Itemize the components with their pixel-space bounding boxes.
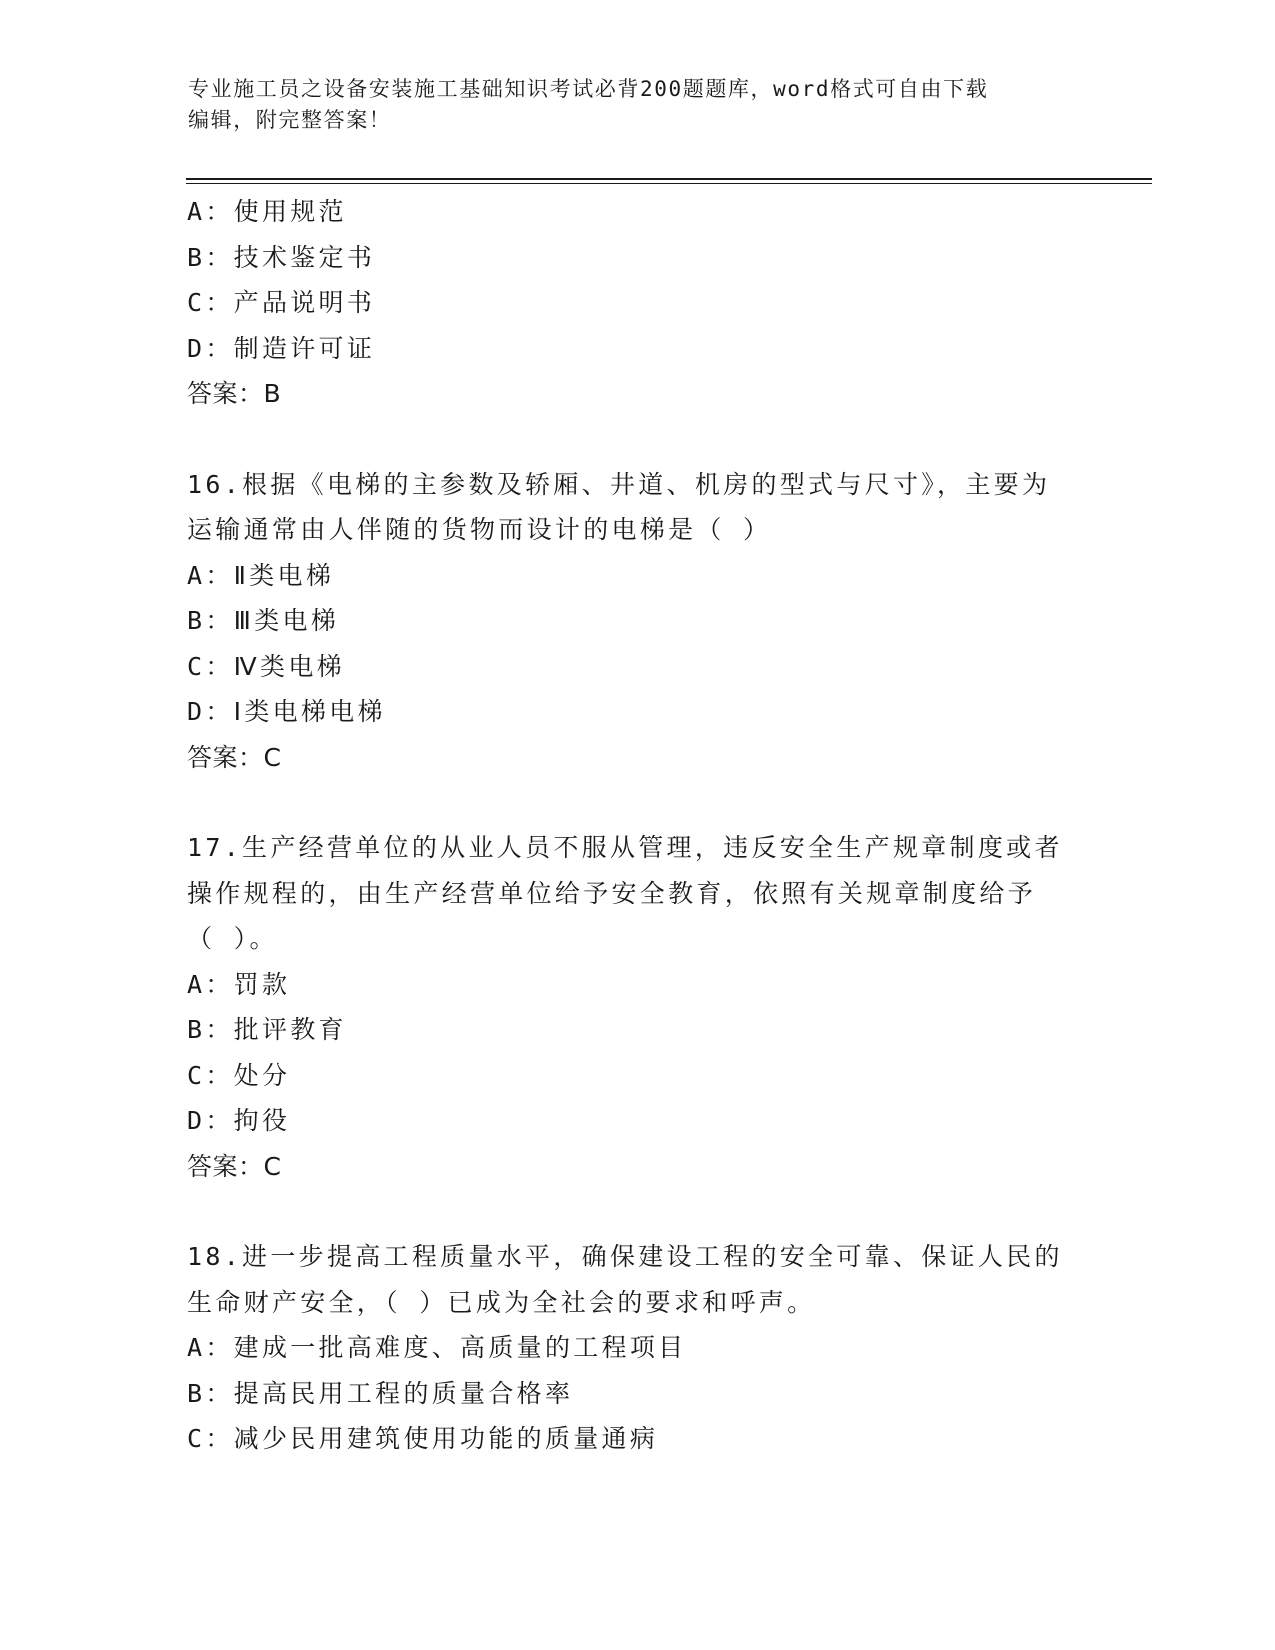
question-stem-line: （ ）。 [187,924,278,953]
option-d: D：拘役 [187,1106,291,1135]
option-c: C：产品说明书 [187,288,376,317]
answer-line: 答案：C [187,1151,282,1181]
option-b: B：Ⅲ类电梯 [187,606,340,635]
question-17 [187,825,1087,1189]
spacer [187,1189,1087,1234]
option-a: A：使用规范 [187,197,347,226]
option-c: C：处分 [187,1060,291,1090]
answer-line: 答案：C [187,742,282,772]
question-stem-line: 运输通常由人伴随的货物而设计的电梯是（ ） [187,515,772,544]
option-c: C：Ⅳ类电梯 [187,651,345,681]
option-a: A：罚款 [187,969,291,999]
option-a: A：建成一批高难度、高质量的工程项目 [187,1333,687,1362]
question-stem-line: 17.生产经营单位的从业人员不服从管理，违反安全生产规章制度或者 [187,833,1063,862]
question-15 [187,189,1087,417]
option-b: B：技术鉴定书 [187,242,376,272]
option-a: A：Ⅱ类电梯 [187,560,335,590]
header-title-line-1: 专业施工员之设备安装施工基础知识考试必背200题题库，word格式可自由下载 [188,77,989,101]
question-stem-line: 18.进一步提高工程质量水平，确保建设工程的安全可靠、保证人民的 [187,1242,1063,1271]
spacer [187,780,1087,825]
answer-line: 答案：B [187,379,282,408]
option-b: B：提高民用工程的质量合格率 [187,1378,574,1408]
question-16 [187,462,1087,781]
question-18 [187,1234,1087,1462]
header-divider [186,178,1152,180]
option-b: B：批评教育 [187,1015,347,1044]
option-c: C：减少民用建筑使用功能的质量通病 [187,1424,659,1453]
header-divider-thin [186,183,1152,184]
question-list [187,189,1087,1462]
option-d: D：制造许可证 [187,333,376,363]
spacer [187,417,1087,462]
question-stem-line: 16.根据《电梯的主参数及轿厢、井道、机房的型式与尺寸》，主要为 [187,469,1051,499]
document-header [188,74,1088,136]
question-stem-line: 操作规程的，由生产经营单位给予安全教育，依照有关规章制度给予 [187,878,1037,908]
option-d: D：Ⅰ类电梯电梯 [187,697,386,726]
header-title-line-2: 编辑，附完整答案！ [188,108,392,132]
question-stem-line: 生命财产安全，（ ）已成为全社会的要求和呼声。 [187,1287,816,1317]
